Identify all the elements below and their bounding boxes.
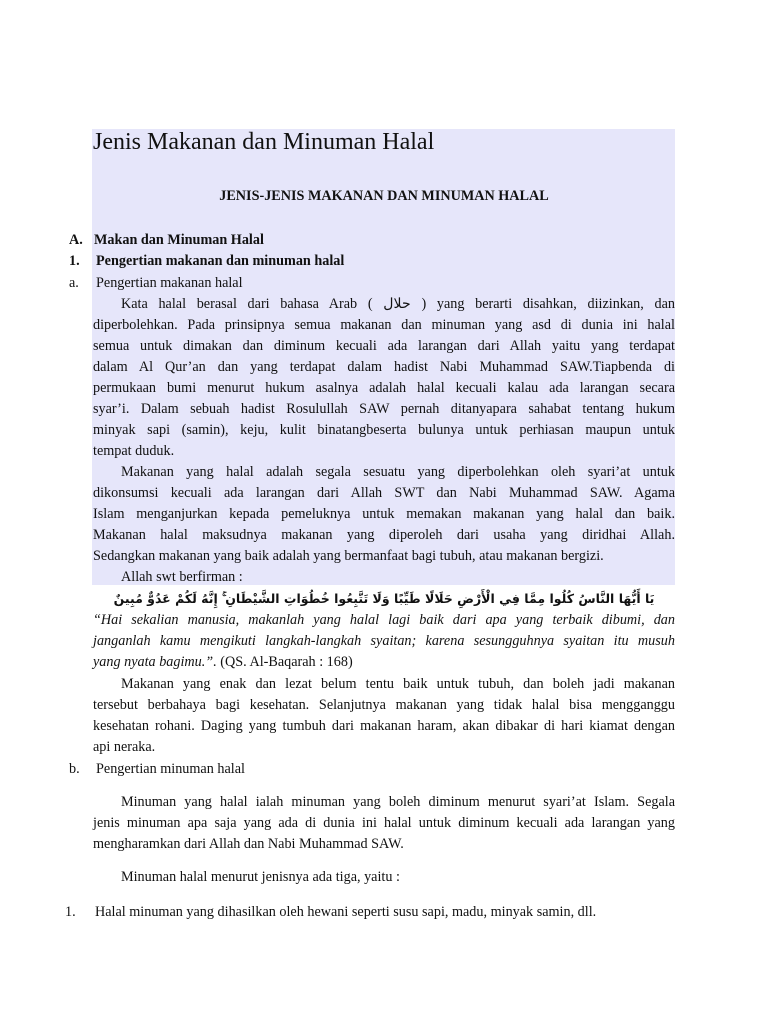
allah-line: Allah swt berfirman : bbox=[121, 569, 243, 585]
arabic-verse: يَا أَيُّهَا النَّاسُ كُلُوا مِمَّا فِي الْأَرْضِ حَلَالًا طَيِّبًا وَلَا تَتَّبِعُوا خُطُوَاتِ الشَّيْطَانِ ۚ إِنَّهُ لَكُمْ عَدُوٌّ مُبِينٌ bbox=[113, 591, 655, 606]
para3-line: Makanan yang enak dan lezat belum tentu baik untuk tubuh, dan boleh jadi makanan bbox=[121, 676, 675, 692]
section-heading: JENIS-JENIS MAKANAN DAN MINUMAN HALAL bbox=[219, 188, 549, 204]
para1-line: tempat duduk. bbox=[93, 443, 175, 459]
para2-line: dikonsumsi kecuali ada larangan dari Allah SWT dan Nabi Muhammad SAW. Agama bbox=[93, 485, 675, 501]
para3-line: tersebut berbahaya bagi kesehatan. Selanjutnya makanan yang tidak halal bisa mengganggu bbox=[93, 697, 675, 713]
para4-line: mengharamkan dari Allah dan Nabi Muhammad SAW. bbox=[93, 836, 404, 852]
list-item-1-text: Halal minuman yang dihasilkan oleh hewani seperti susu sapi, madu, minyak samin, dll. bbox=[95, 904, 597, 920]
section-a-marker: A. bbox=[69, 232, 83, 248]
subsection-1-marker: 1. bbox=[69, 253, 80, 269]
para2-line: Makanan halal maksudnya makanan yang diperoleh dari usaha yang diridhai Allah. bbox=[93, 527, 675, 543]
para4-line: jenis minuman apa saja yang ada di dunia ini halal untuk diminum kecuali ada larangan yang bbox=[93, 815, 675, 831]
translation-line: “Hai sekalian manusia, makanlah yang halal lagi baik dari apa yang terbaik dibumi, dan bbox=[93, 612, 675, 628]
para5: Minuman halal menurut jenisnya ada tiga, yaitu : bbox=[121, 869, 400, 885]
para2-line: Islam menganjurkan kepada pemeluknya untuk memakan makanan yang halal dan baik. bbox=[93, 506, 675, 522]
para1-line: Kata halal berasal dari bahasa Arab ( حلال ) yang berarti disahkan, diizinkan, dan bbox=[121, 296, 675, 312]
translation-line: janganlah kamu mengikuti langkah-langkah syaitan; karena sesungguhnya syaitan itu musuh bbox=[93, 633, 675, 649]
document-title: Jenis Makanan dan Minuman Halal bbox=[93, 129, 435, 155]
para1-line: dalam Al Qur’an dan yang terdapat dalam hadist Nabi Muhammad SAW.Tiapbenda di bbox=[93, 359, 675, 375]
item-b-marker: b. bbox=[69, 761, 80, 777]
section-a-title: Makan dan Minuman Halal bbox=[94, 232, 264, 248]
item-b-title: Pengertian minuman halal bbox=[96, 761, 245, 777]
para1-line: minyak sapi (samin), keju, kulit binatangbeserta bulunya untuk perhiasan maupun untuk bbox=[93, 422, 675, 438]
citation: (QS. Al-Baqarah : 168) bbox=[216, 654, 353, 670]
subsection-1-title: Pengertian makanan dan minuman halal bbox=[96, 253, 345, 269]
para1-line: syar’i. Dalam sebuah hadist Rosulullah SAW pernah ditanyapara sahabat tentang hukum bbox=[93, 401, 675, 417]
para3-line: api neraka. bbox=[93, 739, 156, 755]
para4-line: Minuman yang halal ialah minuman yang boleh diminum menurut syari’at Islam. Segala bbox=[121, 794, 675, 810]
list-item-1-marker: 1. bbox=[65, 904, 76, 920]
para2-line: Makanan yang halal adalah segala sesuatu yang diperbolehkan oleh syari’at untuk bbox=[121, 464, 675, 480]
translation-last: yang nyata bagimu.”. bbox=[93, 654, 217, 670]
translation-last-line bbox=[93, 652, 353, 673]
para2-line: Sedangkan makanan yang baik adalah yang bermanfaat bagi tubuh, atau makanan bergizi. bbox=[93, 548, 604, 564]
item-a-marker: a. bbox=[69, 275, 79, 291]
para1-line: permukaan bumi menurut hukum asalnya adalah halal kecuali kalau ada larangan secara bbox=[93, 380, 675, 396]
para1-line: diperbolehkan. Pada prinsipnya semua makanan dan minuman yang asd di dunia ini halal bbox=[93, 317, 675, 333]
item-a-title: Pengertian makanan halal bbox=[96, 275, 243, 291]
para3-line: kesehatan rohani. Daging yang tumbuh dari makanan haram, akan dibakar di hari kiamat dengan bbox=[93, 718, 675, 734]
para1-line: semua untuk dimakan dan diminum kecuali ada larangan dari Allah yaitu yang terdapat bbox=[93, 338, 675, 354]
